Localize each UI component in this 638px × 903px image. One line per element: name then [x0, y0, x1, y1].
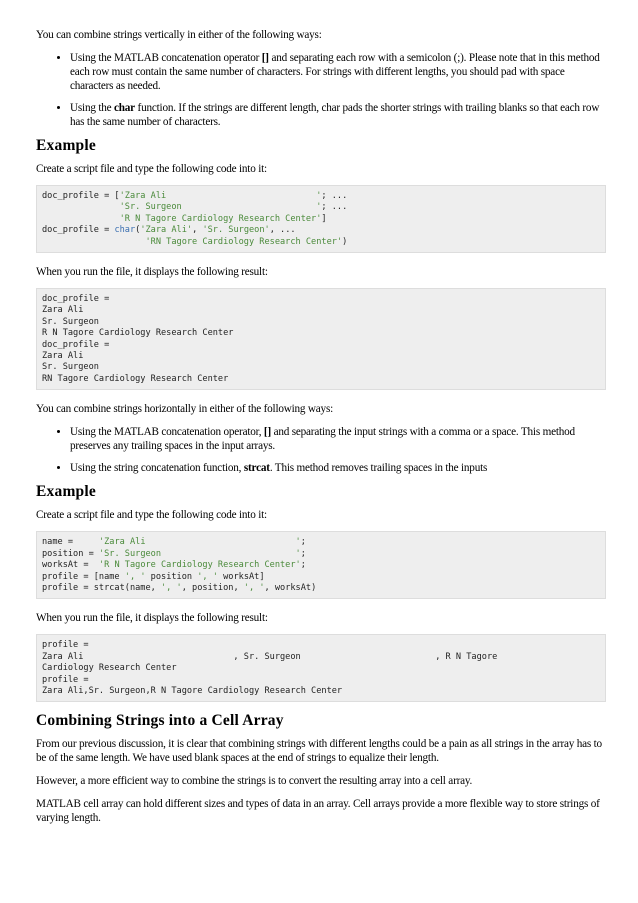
list-item-text: . This method removes trailing spaces in the inputs	[269, 462, 488, 475]
code-token: , ...	[269, 225, 296, 236]
output-block-vertical[interactable]: doc_profile = Zara Ali Sr. Surgeon R N Tagore Cardiology Research Center doc_profile = Zara Ali Sr. Surgeon RN Tagore Cardiology Research Center	[36, 288, 606, 390]
code-token	[42, 237, 145, 247]
list-item	[70, 461, 606, 475]
code-token: profile = strcat(name,	[42, 582, 161, 593]
paragraph-efficient-way: However, a more efficient way to combine the strings is to convert the resulting array into a cell array.	[36, 775, 473, 788]
list-item-term: strcat	[243, 462, 270, 475]
code-token: (	[135, 225, 141, 236]
script-instruction-2: Create a script file and type the following code into it:	[36, 509, 267, 522]
example-heading-1: Example	[36, 137, 96, 154]
run-instruction-2: When you run the file, it displays the following result:	[36, 612, 268, 625]
code-token: char	[114, 225, 136, 236]
code-token: ', '	[243, 582, 265, 593]
code-token: 'Zara Ali '	[119, 191, 322, 201]
code-token: ,	[192, 225, 203, 236]
list-item-text: Using the MATLAB concatenation operator,	[70, 426, 264, 439]
code-token: position	[145, 571, 198, 582]
script-instruction-1: Create a script file and type the following code into it:	[36, 163, 267, 175]
code-token: 'Zara Ali'	[140, 225, 193, 236]
list-item-text: Using the	[70, 102, 114, 114]
code-token: position =	[42, 548, 99, 559]
code-token	[42, 214, 120, 224]
code-token: , position,	[181, 582, 244, 593]
list-item	[70, 425, 606, 453]
code-token: 'R N Tagore Cardiology Research Center'	[98, 560, 301, 571]
code-token: )	[342, 236, 348, 247]
cell-array-heading: Combining Strings into a Cell Array	[36, 712, 284, 730]
code-token: worksAt =	[42, 560, 99, 571]
code-token: 'Sr. Surgeon '	[98, 548, 301, 559]
list-item-text: and separating the input strings with a comma or a space. This method preserves any trailing spaces in the input arrays.	[70, 426, 575, 453]
code-token: 'RN Tagore Cardiology Research Center'	[145, 236, 343, 247]
code-token: ', '	[161, 582, 182, 593]
run-instruction-1: When you run the file, it displays the following result:	[36, 266, 268, 279]
code-token: , worksAt)	[264, 582, 317, 593]
code-token: profile = [name	[42, 571, 125, 582]
code-token: ', '	[197, 571, 218, 582]
code-token: ; ...	[321, 202, 348, 213]
vertical-methods-list	[36, 51, 606, 129]
code-token: ; ...	[321, 191, 348, 201]
list-item	[70, 51, 606, 93]
list-item-text: function. If the strings are different length, char pads the shorter strings with trailing blanks so that each row has the same number of characters.	[70, 102, 600, 128]
horizontal-methods-list	[36, 425, 606, 475]
code-token: ', '	[124, 571, 146, 582]
paragraph-cell-array: MATLAB cell array can hold different sizes and types of data in an array. Cell arrays provide a more flexible way to store strings of varying length.	[36, 798, 600, 825]
code-block-vertical[interactable]	[36, 185, 606, 253]
code-token: worksAt]	[217, 571, 265, 582]
list-item-text: and separating each row with a semicolon (;). Please note that in this method each row must contain the same number of characters. For strings with different lengths, you should pad with space characters as needed.	[70, 52, 600, 92]
code-token: 'Zara Ali '	[98, 537, 301, 548]
code-token: doc_profile = [	[42, 191, 120, 201]
code-token: doc_profile =	[42, 225, 115, 236]
code-token	[42, 202, 120, 212]
code-token: ]	[321, 213, 327, 224]
paragraph-previous-discussion: From our previous discussion, it is clear that combining strings with different lengths could be a pain as all strings in the array has to be of the same length. We have used blank spaces at the end of strings to equalize their length.	[36, 738, 602, 765]
code-token: 'Sr. Surgeon'	[202, 225, 270, 236]
list-item-text: Using the MATLAB concatenation operator	[70, 52, 262, 64]
code-token: ;	[300, 548, 306, 559]
output-block-horizontal[interactable]: profile = Zara Ali , Sr. Surgeon , R N Tagore Cardiology Research Center profile = Zara Ali,Sr. Surgeon,R N Tagore Cardiology Research Center	[36, 634, 606, 702]
example-heading-2: Example	[36, 483, 96, 501]
code-token: name =	[42, 537, 99, 548]
list-item-term: []	[263, 426, 271, 439]
code-block-horizontal[interactable]	[36, 531, 606, 599]
code-token: 'R N Tagore Cardiology Research Center'	[119, 213, 322, 224]
code-token: ;	[300, 537, 306, 548]
list-item-term: []	[261, 52, 269, 64]
list-item-text: Using the string concatenation function,	[70, 462, 244, 475]
list-item	[70, 101, 606, 129]
intro-vertical: You can combine strings vertically in either of the following ways:	[36, 29, 322, 41]
list-item-term: char	[114, 102, 135, 114]
code-token: ;	[300, 560, 306, 571]
intro-horizontal: You can combine strings horizontally in either of the following ways:	[36, 403, 334, 416]
code-token: 'Sr. Surgeon '	[119, 202, 322, 213]
